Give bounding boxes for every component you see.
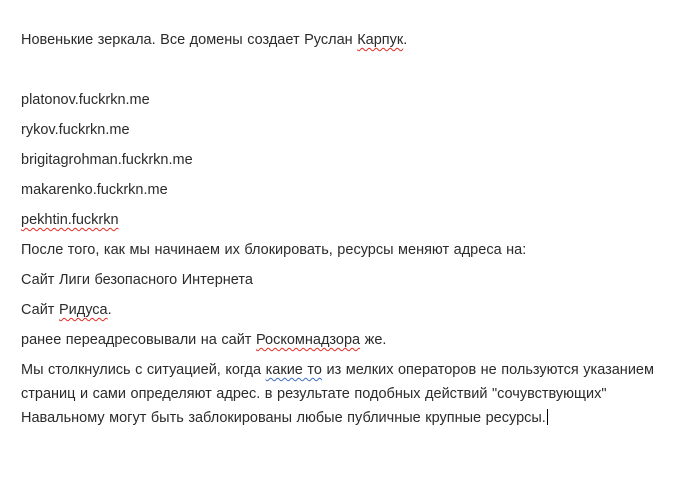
- paragraph-redirect-1[interactable]: [21, 268, 661, 292]
- paragraph-redirect-2[interactable]: [21, 298, 661, 322]
- text-run: platonov.fuckrkn.me: [21, 92, 150, 108]
- text-run: brigitagrohman.fuckrkn.me: [21, 152, 193, 168]
- paragraph-domain-3[interactable]: [21, 148, 661, 172]
- paragraph-domain-4[interactable]: [21, 178, 661, 202]
- paragraph-intro[interactable]: [21, 28, 661, 52]
- text-caret: [547, 409, 548, 425]
- text-run: rykov.fuckrkn.me: [21, 122, 130, 138]
- misspelled-word: Роскомнадзора: [255, 332, 361, 348]
- text-run: Сайт Лиги безопасного Интернета: [21, 272, 253, 288]
- text-run: Сайт: [21, 302, 59, 318]
- paragraph-blank[interactable]: [21, 58, 661, 82]
- text-run: .: [107, 302, 112, 318]
- paragraph-blocking-note[interactable]: [21, 238, 661, 262]
- paragraph-closing[interactable]: [21, 358, 661, 430]
- text-run: makarenko.fuckrkn.me: [21, 182, 168, 198]
- text-run: Мы столкнулись с ситуацией, когда: [21, 362, 266, 378]
- paragraph-redirect-3[interactable]: [21, 328, 661, 352]
- text-run: ранее переадресовывали на сайт: [21, 332, 256, 348]
- paragraph-domain-2[interactable]: [21, 118, 661, 142]
- paragraph-domain-5[interactable]: [21, 208, 661, 232]
- text-run: .: [403, 32, 408, 48]
- misspelled-word: Карпук: [357, 32, 404, 48]
- text-run: Новенькие зеркала. Все домены создает Руслан: [21, 32, 358, 48]
- text-run: из мелких операторов не пользуются указанием страниц и сами определяют адрес. в результате подобных действий "сочувствующих" Навальному могут быть заблокированы любые публичные крупные ресурсы.: [21, 362, 659, 426]
- text-run: После того, как мы начинаем их блокировать, ресурсы меняют адреса на:: [21, 242, 527, 258]
- misspelled-word: pekhtin.fuckrkn: [21, 212, 119, 228]
- paragraph-domain-1[interactable]: [21, 88, 661, 112]
- text-run: же.: [360, 332, 387, 348]
- misspelled-word: Ридуса: [58, 302, 108, 318]
- grammar-flagged-phrase: какие то: [265, 362, 322, 378]
